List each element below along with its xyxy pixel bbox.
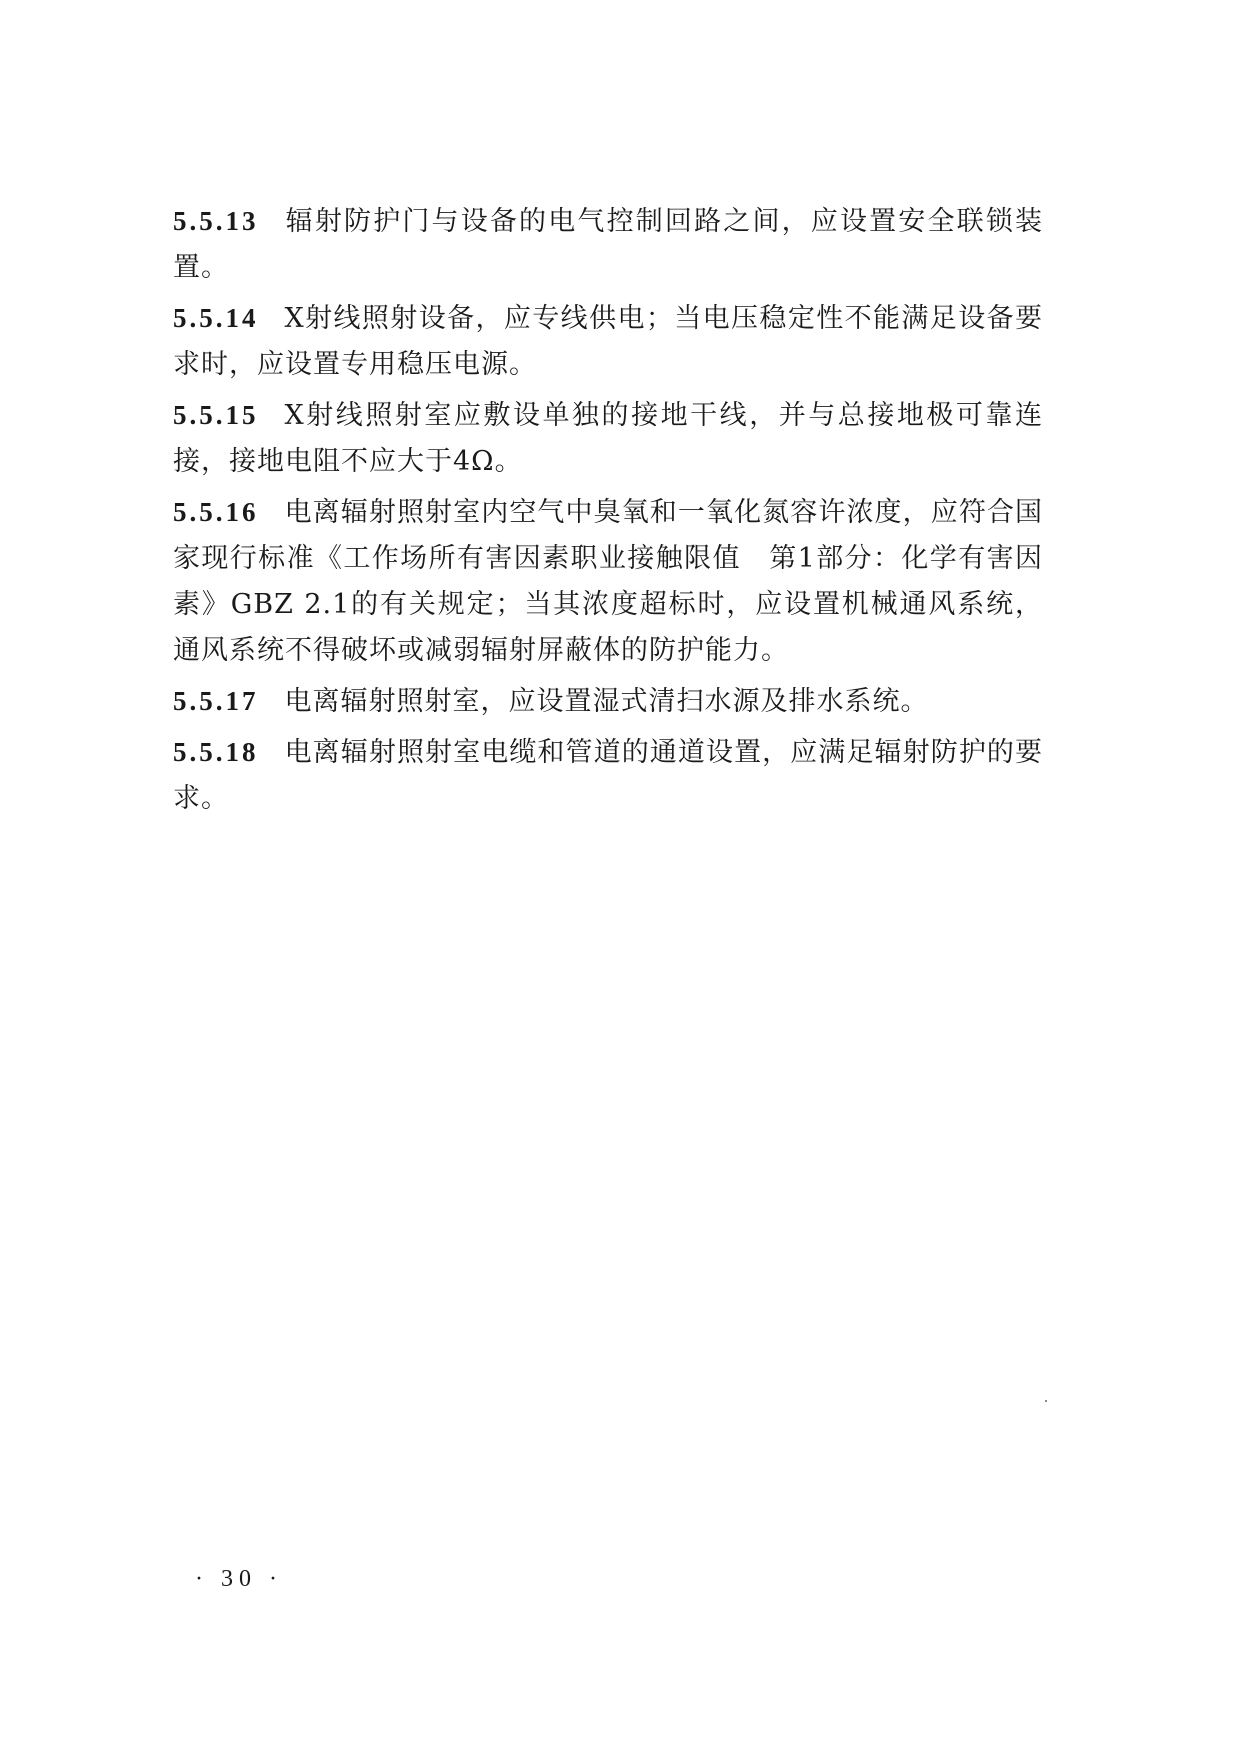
clause-number: 5.5.15 [173,400,259,430]
clause-text: X射线照射室应敷设单独的接地干线，并与总接地极可靠连接，接地电阻不应大于4Ω。 [173,400,1043,477]
clause-5-5-16 [173,489,1043,674]
clause-5-5-13 [173,198,1043,291]
clause-number: 5.5.16 [173,497,259,527]
clause-text: 电离辐射照射室，应设置湿式清扫水源及排水系统。 [284,686,929,717]
clause-list [173,198,1043,826]
clause-5-5-15 [173,392,1043,485]
clause-number: 5.5.17 [173,686,259,716]
clause-text: 电离辐射照射室内空气中臭氧和一氧化氮容许浓度，应符合国家现行标准《工作场所有害因素职业接触限值 第1部分：化学有害因素》GBZ 2.1的有关规定；当其浓度超标时，应设置机械通风系统，通风系统不得破坏或减弱辐射屏蔽体的防护能力。 [173,497,1043,666]
clause-text: 辐射防护门与设备的电气控制回路之间，应设置安全联锁装置。 [173,206,1043,283]
clause-number: 5.5.18 [173,737,259,767]
clause-number: 5.5.13 [173,206,259,236]
clause-number: 5.5.14 [173,303,259,333]
page-number: · 30 · [195,1566,283,1592]
clause-5-5-18 [173,729,1043,822]
clause-text: 电离辐射照射室电缆和管道的通道设置，应满足辐射防护的要求。 [173,737,1043,814]
scan-speck [1045,1400,1047,1402]
clause-text: X射线照射设备，应专线供电；当电压稳定性不能满足设备要求时，应设置专用稳压电源。 [173,303,1043,380]
clause-5-5-14 [173,295,1043,388]
clause-5-5-17 [173,678,1043,725]
